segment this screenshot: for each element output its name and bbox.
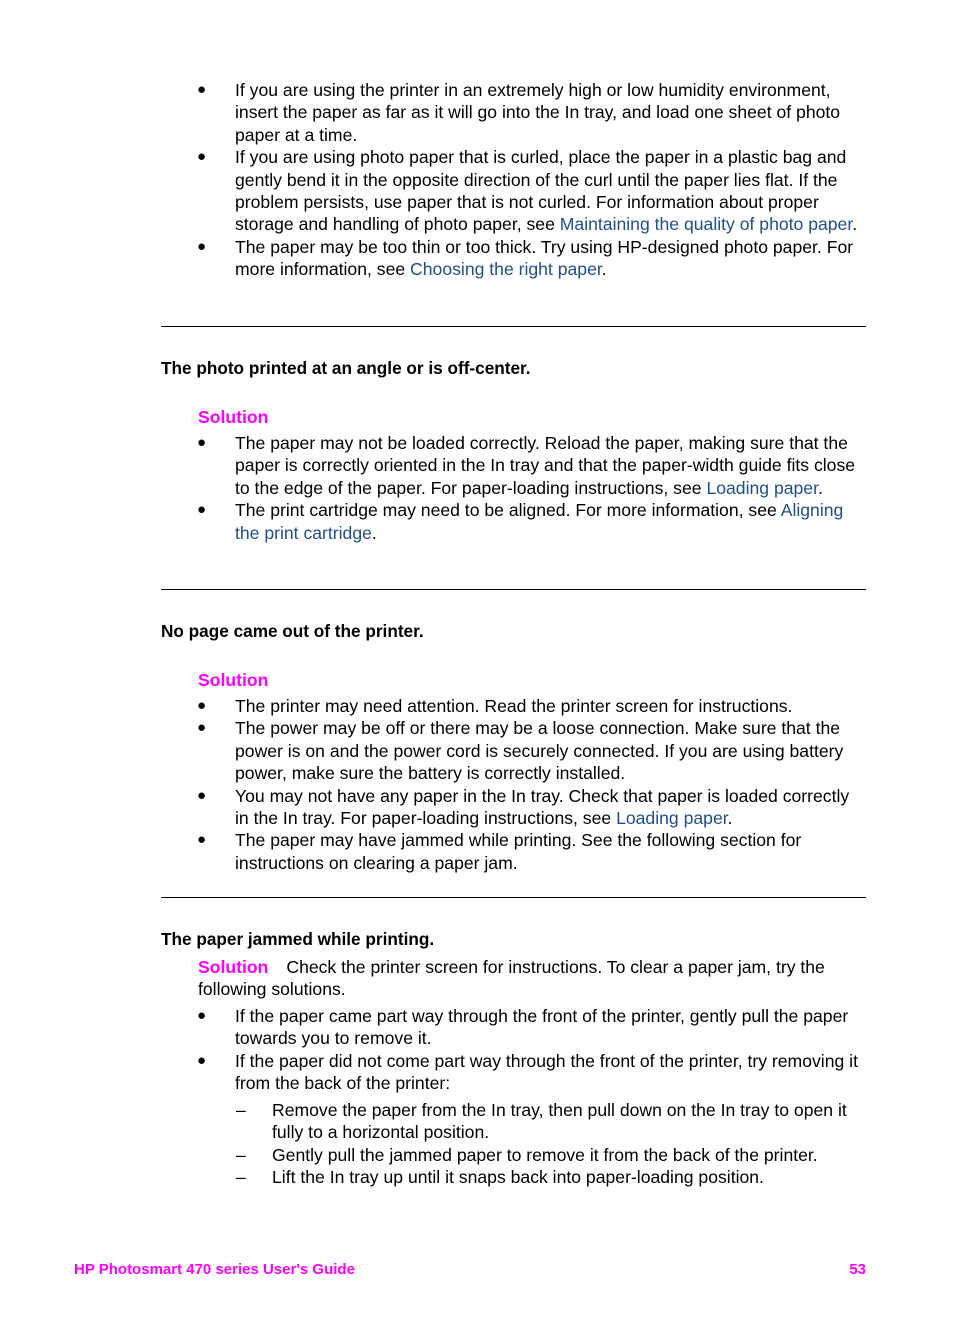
angle-bullet-list [197, 432, 862, 544]
list-item: ● The power may be off or there may be a loose connection. Make sure that the power is on and the power cord is securely connected. If you are using battery power, make sure the battery is correctly installed. [197, 718, 844, 784]
solution-label: Solution [198, 407, 269, 427]
list-item: ● If the paper came part way through the front of the printer, gently pull the paper towards you to remove it. [197, 1006, 849, 1049]
no-page-bullet-list [197, 695, 862, 874]
jam-bullet-list [197, 1005, 862, 1095]
bullet-icon: ● [197, 1007, 207, 1024]
divider [161, 897, 866, 898]
list-item: ● The paper may have jammed while printing. See the following section for instructions on clearing a paper jam. [197, 830, 802, 873]
page-number: 53 [849, 1261, 866, 1278]
bullet-icon: ● [197, 81, 207, 98]
top-bullet-list [197, 79, 862, 281]
bullet-icon: ● [197, 434, 207, 451]
footer-title: HP Photosmart 470 series User's Guide [74, 1261, 355, 1278]
bullet-icon: ● [197, 786, 207, 804]
section-heading-no-page: No page came out of the printer. [161, 621, 424, 641]
list-item: ● If the paper did not come part way through the front of the printer, try removing it from the back of the printer: [197, 1050, 858, 1094]
list-item: – Gently pull the jammed paper to remove it from the back of the printer. [236, 1144, 818, 1165]
list-item: ● The paper may be too thin or too thick. Try using HP-designed photo paper. For more information, see Choosing the right paper. [197, 236, 854, 280]
divider [161, 326, 866, 327]
section-heading-paper-jam: The paper jammed while printing. [161, 929, 435, 949]
dash-icon: – [236, 1167, 246, 1188]
link-choosing-right-paper[interactable]: Choosing the right paper [410, 259, 602, 280]
solution-label: Solution [198, 670, 269, 690]
list-item: ● You may not have any paper in the In tray. Check that paper is loaded correctly in the In tray. For paper-loading instructions, see Loading paper. [197, 785, 850, 829]
list-item: ● The printer may need attention. Read the printer screen for instructions. [197, 696, 793, 716]
list-item: ● If you are using photo paper that is curled, place the paper in a plastic bag and gently bend it in the opposite direction of the curl until the paper lies flat. If the problem persists, use paper that is not curled. For information about proper storage and handling of photo paper, see Maintaining the quality of photo paper. [197, 147, 858, 235]
bullet-icon: ● [197, 697, 207, 714]
list-item: ● If you are using the printer in an extremely high or low humidity environment, insert the paper as far as it will go into the In tray, and load one sheet of photo paper at a time. [197, 80, 841, 145]
jam-sub-list [234, 1099, 864, 1189]
list-item: – Remove the paper from the In tray, then pull down on the In tray to open it fully to a horizontal position. [236, 1100, 847, 1143]
list-item: ● The paper may not be loaded correctly. Reload the paper, making sure that the paper is correctly oriented in the In tray and that the paper-width guide fits close to the edge of the paper. For paper-loading instructions, see Loading paper. [197, 433, 856, 498]
bullet-icon: ● [197, 831, 207, 849]
dash-icon: – [236, 1144, 246, 1165]
bullet-icon: ● [197, 148, 207, 166]
dash-icon: – [236, 1100, 246, 1120]
link-loading-paper[interactable]: Loading paper [706, 477, 818, 498]
bullet-icon: ● [197, 719, 207, 737]
bullet-icon: ● [197, 237, 207, 255]
bullet-icon: ● [197, 501, 207, 519]
solution-paragraph: Solution Check the printer screen for instructions. To clear a paper jam, try the following solutions. [198, 957, 825, 1000]
link-aligning-print-cartridge[interactable]: Aligning the print cartridge [235, 500, 844, 543]
link-loading-paper[interactable]: Loading paper [616, 808, 728, 829]
divider [161, 589, 866, 590]
bullet-icon: ● [197, 1051, 207, 1069]
list-item: ● The print cartridge may need to be aligned. For more information, see Aligning the print cartridge. [197, 500, 844, 543]
solution-label: Solution [198, 957, 269, 977]
link-maintaining-photo-paper[interactable]: Maintaining the quality of photo paper [559, 214, 853, 235]
section-heading-angle: The photo printed at an angle or is off-center. [161, 358, 531, 378]
list-item: – Lift the In tray up until it snaps back into paper-loading position. [236, 1167, 764, 1188]
